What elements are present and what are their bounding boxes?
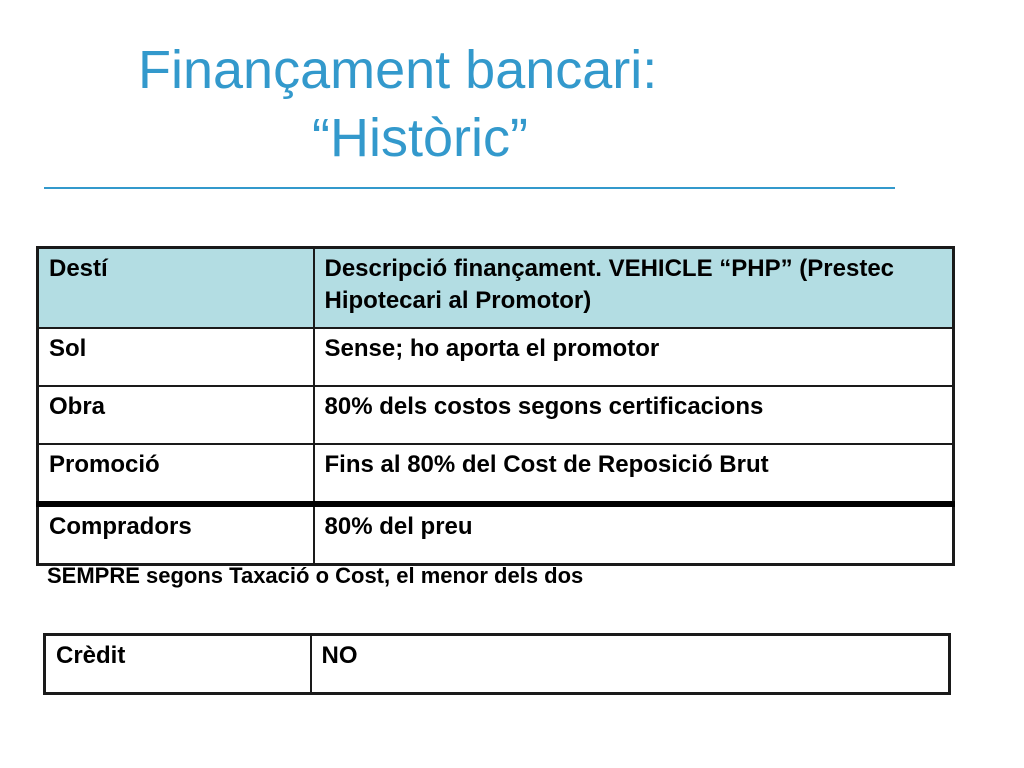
table-row [38, 328, 954, 386]
title-line-1: Finançament bancari: [138, 40, 658, 100]
table-row [38, 504, 954, 565]
row-value: Sense; ho aporta el promotor [314, 328, 954, 386]
row-label: Obra [38, 386, 314, 444]
financing-table [36, 246, 955, 566]
credit-table [43, 633, 951, 695]
row-label: Promoció [38, 444, 314, 504]
table-header-row [38, 248, 954, 329]
slide-title [40, 36, 900, 172]
header-cell-desti: Destí [38, 248, 314, 329]
row-label: Crèdit [45, 635, 311, 694]
row-value: Fins al 80% del Cost de Reposició Brut [314, 444, 954, 504]
row-value: 80% dels costos segons certificacions [314, 386, 954, 444]
row-value: 80% del preu [314, 504, 954, 565]
title-line-2: “Històric” [312, 108, 528, 168]
row-value: NO [311, 635, 950, 694]
title-underline [44, 187, 895, 189]
header-cell-description: Descripció finançament. VEHICLE “PHP” (Prestec Hipotecari al Promotor) [314, 248, 954, 329]
row-label: Compradors [38, 504, 314, 565]
row-label: Sol [38, 328, 314, 386]
footnote: SEMPRE segons Taxació o Cost, el menor dels dos [47, 563, 584, 588]
table-row [45, 635, 950, 694]
table-row [38, 386, 954, 444]
table-row [38, 444, 954, 504]
